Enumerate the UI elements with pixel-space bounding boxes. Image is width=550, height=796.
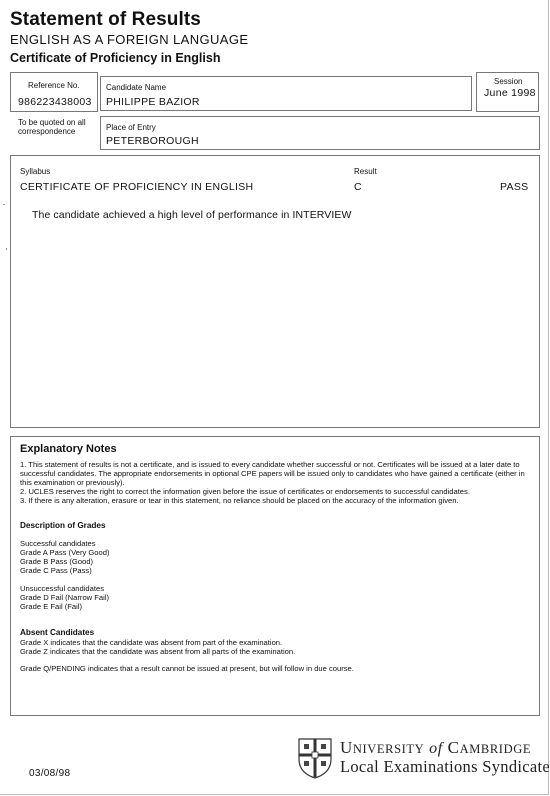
absent-description: Grade Z indicates that the candidate was absent from all parts of the examination. [20,647,296,656]
result-outcome: PASS [500,181,529,193]
document-title: Statement of Results [10,9,201,30]
cambridge-word: AMBRIDGE [459,742,532,756]
absent-description: Grade X indicates that the candidate was absent from part of the examination. [20,638,283,647]
note-item: 2. UCLES reserves the right to correct the information given before the issue of certificates or endorsements to successful candidates. [20,487,470,496]
candidate-name-label: Candidate Name [106,83,167,92]
grades-heading: Description of Grades [20,521,106,530]
session-value: June 1998 [484,87,536,99]
exam-subject: ENGLISH AS A FOREIGN LANGUAGE [10,32,249,47]
syllabus-label: Syllabus [20,167,51,176]
note-item: 3. If there is any alteration, erasure or tear in this statement, no reliance should be placed on the accuracy of the information given. [20,496,459,505]
place-of-entry-label: Place of Entry [106,123,156,132]
grade-description: Grade C Pass (Pass) [20,566,92,575]
grade-description: Grade D Fail (Narrow Fail) [20,593,110,602]
grade-description: Grade E Fail (Fail) [20,602,83,611]
place-of-entry: PETERBOROUGH [106,135,199,147]
certificate-title: Certificate of Proficiency in English [10,51,221,65]
university-initial: U [340,738,353,757]
scan-speck [3,204,5,205]
reference-number: 986223438003 [18,96,92,108]
performance-comment: The candidate achieved a high level of performance in INTERVIEW [32,209,352,221]
university-of: of [429,740,443,757]
university-word: NIVERSITY [352,742,425,756]
note-item: 1. This statement of results is not a certificate, and is issued to every candidate whether successful or not. Certificates will be issued at a later date to successful candidates. The appropriate endorsements in optional CPE papers will be issued only to candidates who have gained a certificate (either in this examination or previously). [20,460,525,487]
cambridge-initial: C [447,738,460,757]
absent-heading: Absent Candidates [20,628,95,637]
grade-description: Grade B Pass (Good) [20,557,94,566]
issue-date: 03/08/98 [29,768,71,779]
grade-description: Grade A Pass (Very Good) [20,548,110,557]
successful-heading: Successful candidates [20,539,96,548]
pending-description: Grade Q/PENDING indicates that a result cannot be issued at present, but will follow in due course. [20,664,354,673]
reference-label: Reference No. [28,81,80,90]
session-label: Session [494,77,523,86]
candidate-name: PHILIPPE BAZIOR [106,96,200,108]
results-box [10,155,540,428]
reference-note: To be quoted on all correspondence [18,118,86,136]
unsuccessful-heading: Unsuccessful candidates [20,584,104,593]
university-crest-icon [297,737,333,779]
result-grade: C [354,181,362,193]
syndicate-name: Local Examinations Syndicate [340,757,550,776]
result-label: Result [354,167,377,176]
syllabus-name: CERTIFICATE OF PROFICIENCY IN ENGLISH [20,181,254,193]
scan-speck [6,248,7,250]
explanatory-notes-heading: Explanatory Notes [20,443,117,455]
university-name [340,738,531,758]
